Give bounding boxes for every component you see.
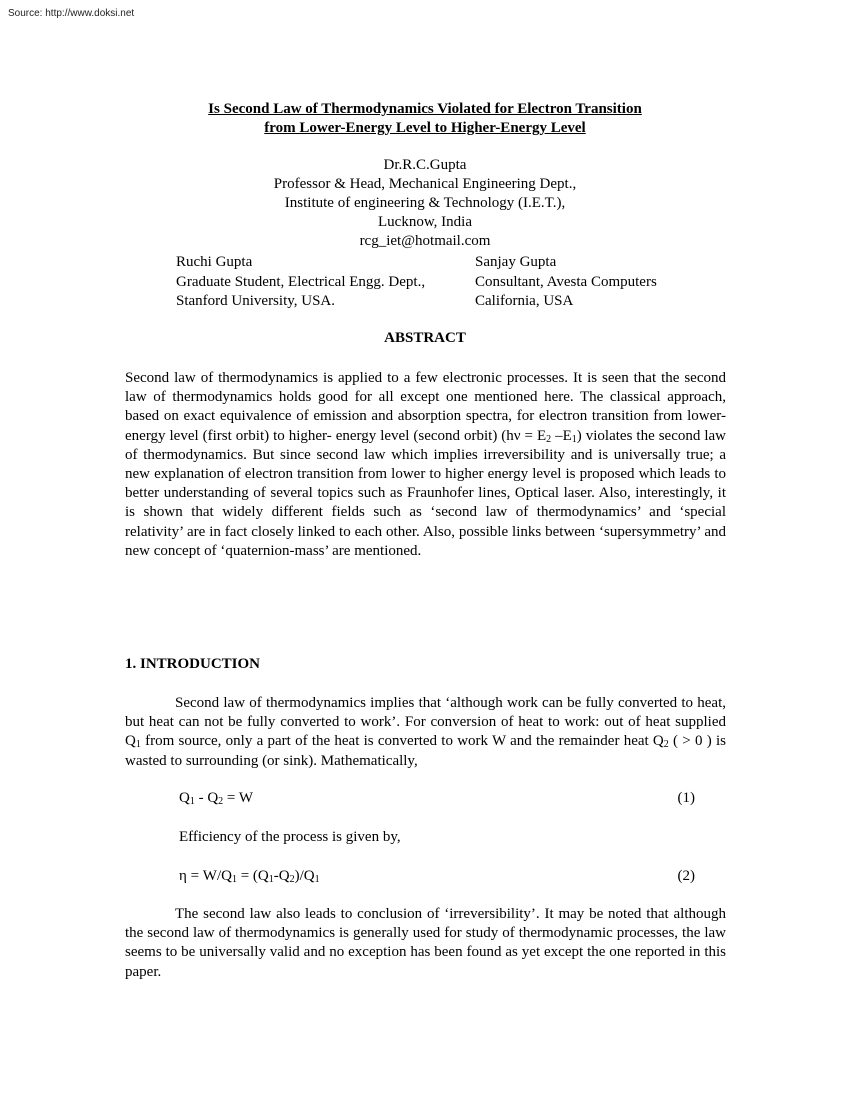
eq2-part-d: )/Q xyxy=(294,868,315,884)
efficiency-text: Efficiency of the process is given by, xyxy=(179,829,401,845)
title-line-2: from Lower-Energy Level to Higher-Energy Level xyxy=(264,120,586,136)
eq1-sub-1: 1 xyxy=(189,796,195,807)
abstract-sub-1: 2 xyxy=(546,433,552,445)
eq1-q: Q xyxy=(179,790,190,806)
equation-1-expression xyxy=(179,790,253,807)
coauthor-left-position: Graduate Student, Electrical Engg. Dept., xyxy=(176,273,426,290)
abstract-part-3: ) violates the second law of thermodynamics. But since second law which implies irreversibility and is universally true; a new explanation of electron transition from lower to higher energy level is proposed which leads to better understanding of several topics such as Fraunhofer lines, Optical laser. Also, interestingly, it is shown that widely different fields such as ‘second law of thermodynamics’ and ‘special relativity’ are in fact closely linked to each other. Also, possible links between ‘supersymmetry’ and new concept of ‘quaternion-mass’ are mentioned. xyxy=(125,427,726,559)
intro-p1-part-a: Second law of thermodynamics implies that ‘although work can be fully converted to heat, but heat can not be fully converted to work’. For conversion of heat to work: out of heat supplied Q xyxy=(125,695,726,750)
eq2-sub-3: 2 xyxy=(289,874,295,885)
source-url[interactable]: Source: http://www.doksi.net xyxy=(8,8,135,19)
coauthor-left-affiliation: Stanford University, USA. xyxy=(176,293,336,309)
paper-title xyxy=(125,100,725,138)
coauthor-left xyxy=(176,253,425,312)
intro-p1-part-b: from source, only a part of the heat is converted to work W and the remainder heat Q xyxy=(140,733,664,750)
intro-paragraph-1 xyxy=(125,694,726,771)
coauthor-right xyxy=(475,253,657,312)
intro-p1-sub-2: 2 xyxy=(663,739,669,751)
coauthor-right-affiliation: California, USA xyxy=(475,293,574,309)
abstract-heading: ABSTRACT xyxy=(384,330,466,346)
abstract-sub-2: 1 xyxy=(571,433,577,445)
eq2-part-c: -Q xyxy=(273,868,290,884)
coauthor-right-position: Consultant, Avesta Computers xyxy=(475,273,657,290)
eq2-sub-1: 1 xyxy=(231,874,237,885)
eq1-equals-w: = W xyxy=(223,790,254,806)
abstract-part-1: Second law of thermodynamics is applied to a few electronic processes. It is seen that the second law of thermodynamics holds good for all except one mentioned here. The classical approach, based on exact equivalence of emission and absorption spectra, for electron transition from lower-energy level (first orbit) to higher- energy level (second orbit) (hν = E xyxy=(125,370,726,444)
eq1-sub-2: 2 xyxy=(218,796,224,807)
eq2-sub-2: 1 xyxy=(268,874,274,885)
author-email: rcg_iet@hotmail.com xyxy=(359,233,491,249)
section-heading-introduction: 1. INTRODUCTION xyxy=(125,656,261,672)
eq2-part-b: = (Q xyxy=(236,868,269,884)
eq1-minus-q: - Q xyxy=(194,790,219,806)
coauthor-left-name: Ruchi Gupta xyxy=(176,254,253,270)
author-location: Lucknow, India xyxy=(378,214,472,230)
equation-2-number: (2) xyxy=(677,868,695,884)
eq2-part-a: η = W/Q xyxy=(179,868,232,884)
main-author-block xyxy=(125,156,725,251)
title-line-1: Is Second Law of Thermodynamics Violated for Electron Transition xyxy=(208,101,642,117)
intro-paragraph-2: The second law also leads to conclusion of ‘irreversibility’. It may be noted that although the second law of thermodynamics is generally used for study of thermodynamic processes, the law seems to be universally valid and no exception has been found as yet except the one reported in this paper. xyxy=(125,906,726,980)
intro-p1-sub-1: 1 xyxy=(135,739,141,751)
equation-1-number: (1) xyxy=(677,790,695,806)
author-institute: Institute of engineering & Technology (I.E.T.), xyxy=(284,195,566,211)
intro-p1-part-c: ( > 0 ) is wasted to surrounding (or sink). Mathematically, xyxy=(125,733,726,769)
author-position: Professor & Head, Mechanical Engineering Dept., xyxy=(273,176,577,192)
coauthor-right-name: Sanjay Gupta xyxy=(475,254,557,270)
equation-2-expression xyxy=(179,868,320,885)
abstract-text xyxy=(125,369,726,561)
eq2-sub-4: 1 xyxy=(314,874,320,885)
abstract-part-2: –E xyxy=(551,427,572,444)
author-name: Dr.R.C.Gupta xyxy=(383,157,467,173)
